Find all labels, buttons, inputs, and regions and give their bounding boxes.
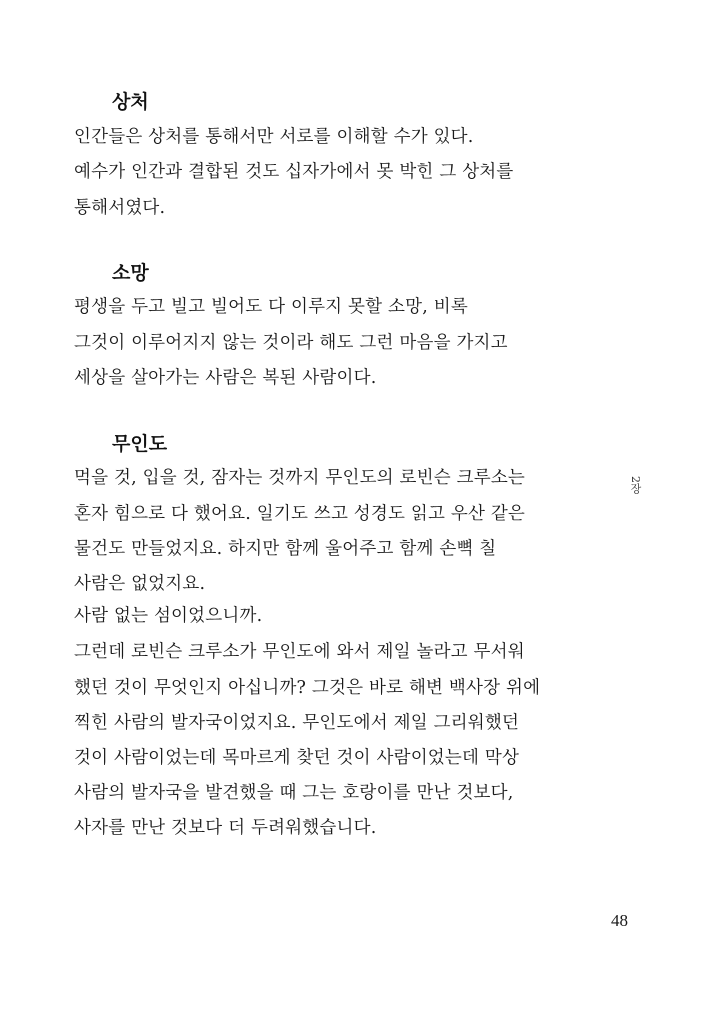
body-line: 통해서였다. xyxy=(74,198,166,218)
body-line: 사람은 없었지요. xyxy=(74,574,206,594)
body-line: 그것이 이루어지지 않는 것이라 해도 그런 마음을 가지고 xyxy=(74,333,508,353)
body-line: 찍힌 사람의 발자국이었지요. 무인도에서 제일 그리워했던 xyxy=(74,713,520,733)
page-number: 48 xyxy=(611,911,628,930)
body-line: 인간들은 상처를 통해서만 서로를 이해할 수가 있다. xyxy=(74,127,474,147)
body-line: 사람의 발자국을 발견했을 때 그는 호랑이를 만난 것보다, xyxy=(74,783,514,803)
section-heading-island: 무인도 xyxy=(112,433,168,455)
body-line: 물건도 만들었지요. 하지만 함께 울어주고 함께 손뼉 칠 xyxy=(74,539,497,559)
body-line: 혼자 힘으로 다 했어요. 일기도 쓰고 성경도 읽고 우산 같은 xyxy=(74,504,526,524)
body-line: 세상을 살아가는 사람은 복된 사람이다. xyxy=(74,368,377,388)
section-heading-hope: 소망 xyxy=(112,262,149,284)
body-line: 것이 사람이었는데 목마르게 찾던 것이 사람이었는데 막상 xyxy=(74,748,520,768)
section-heading-wound: 상처 xyxy=(112,91,149,113)
body-line: 먹을 것, 입을 것, 잠자는 것까지 무인도의 로빈슨 크루소는 xyxy=(74,468,526,488)
body-line: 그런데 로빈슨 크루소가 무인도에 와서 제일 놀라고 무서워 xyxy=(74,642,525,662)
body-line: 예수가 인간과 결합된 것도 십자가에서 못 박힌 그 상처를 xyxy=(74,162,514,182)
chapter-side-label: 2장 xyxy=(629,476,642,494)
body-line: 평생을 두고 빌고 빌어도 다 이루지 못할 소망, 비록 xyxy=(74,297,468,317)
body-line: 사람 없는 섬이었으니까. xyxy=(74,606,263,626)
body-line: 했던 것이 무엇인지 아십니까? 그것은 바로 해변 백사장 위에 xyxy=(74,678,541,698)
body-line: 사자를 만난 것보다 더 두려워했습니다. xyxy=(74,818,377,838)
